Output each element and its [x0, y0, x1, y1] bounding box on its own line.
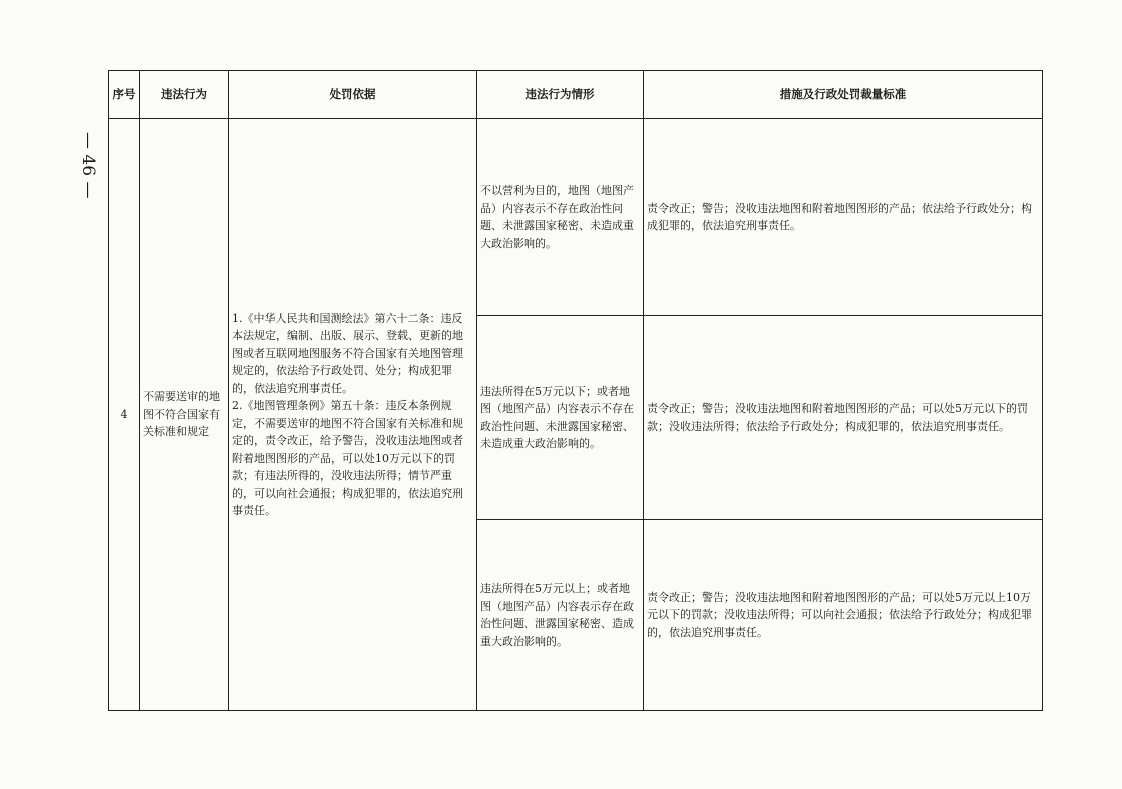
header-basis: 处罚依据: [229, 71, 477, 119]
penalty-standards-table: [108, 70, 1043, 711]
cell-standard-3: 责令改正；警告；没收违法地图和附着地图图形的产品；可以处5万元以上10万元以下的罚款；没收违法所得；可以向社会通报；依法给予行政处分；构成犯罪的，依法追究刑事责任。: [644, 520, 1043, 711]
header-seq: 序号: [109, 71, 140, 119]
cell-standard-2: 责令改正；警告；没收违法地图和附着地图图形的产品；可以处5万元以下的罚款；没收违法所得；依法给予行政处分；构成犯罪的，依法追究刑事责任。: [644, 316, 1043, 520]
table-row: [109, 119, 1043, 316]
page-number: — 46 —: [78, 132, 98, 199]
header-situation: 违法行为情形: [477, 71, 644, 119]
header-standard: 措施及行政处罚裁量标准: [644, 71, 1043, 119]
cell-seq: 4: [109, 119, 140, 711]
cell-standard-1: 责令改正；警告；没收违法地图和附着地图图形的产品；依法给予行政处分；构成犯罪的，依法追究刑事责任。: [644, 119, 1043, 316]
basis-item-1: 1.《中华人民共和国测绘法》第六十二条：违反本法规定，编制、出版、展示、登载、更新的地图或者互联网地图服务不符合国家有关地图管理规定的，依法给予行政处罚、处分；构成犯罪的，依法追究刑事责任。: [232, 311, 463, 395]
cell-act: 不需要送审的地图不符合国家有关标准和规定: [140, 119, 229, 711]
basis-item-2: 2.《地图管理条例》第五十条：违反本条例规定，不需要送审的地图不符合国家有关标准和规定的，责令改正，给予警告，没收违法地图或者附着地图图形的产品，可以处10万元以下的罚款；有违法所得的，没收违法所得；情节严重的，可以向社会通报；构成犯罪的，依法追究刑事责任。: [232, 399, 463, 517]
cell-situation-2: 违法所得在5万元以下；或者地图（地图产品）内容表示不存在政治性问题、未泄露国家秘密、未造成重大政治影响的。: [477, 316, 644, 520]
cell-situation-1: 不以营利为目的，地图（地图产品）内容表示不存在政治性问题、未泄露国家秘密、未造成重大政治影响的。: [477, 119, 644, 316]
header-act: 违法行为: [140, 71, 229, 119]
cell-basis: [229, 119, 477, 711]
cell-situation-3: 违法所得在5万元以上；或者地图（地图产品）内容表示存在政治性问题、泄露国家秘密、造成重大政治影响的。: [477, 520, 644, 711]
table-header-row: [109, 71, 1043, 119]
